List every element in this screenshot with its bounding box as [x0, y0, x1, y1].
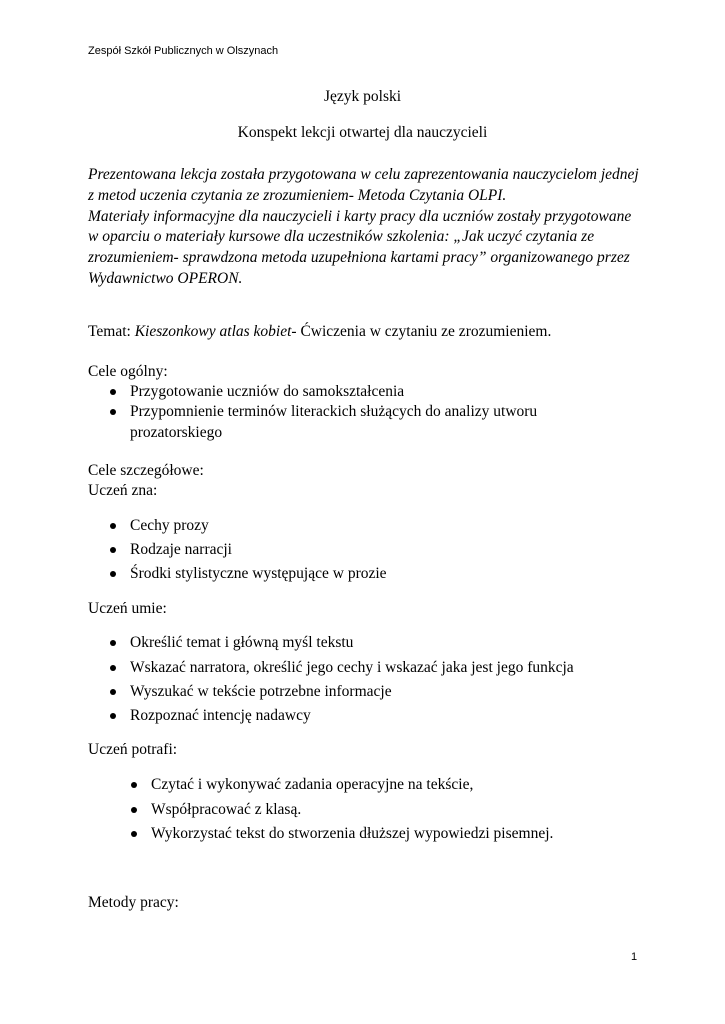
detailed-goals-heading: Cele szczegółowe: — [88, 462, 204, 479]
general-goals-heading: Cele ogólny: — [88, 363, 168, 380]
bullet-icon — [110, 640, 116, 646]
topic-book-title: Kieszonkowy atlas kobiet — [134, 323, 292, 340]
intro-section — [88, 165, 643, 290]
able-heading: Uczeń potrafi: — [88, 741, 178, 758]
bullet-icon — [110, 713, 116, 719]
knows-heading: Uczeń zna: — [88, 482, 158, 499]
bullet-icon — [131, 782, 137, 788]
document-subtitle: Konspekt lekcji otwartej dla nauczycieli — [237, 124, 488, 141]
document-header: Zespół Szkół Publicznych w Olszynach — [88, 45, 279, 57]
bullet-icon — [110, 665, 116, 671]
bullet-icon — [131, 807, 137, 813]
intro-paragraph-2: Materiały informacyjne dla nauczycieli i karty pracy dla uczniów zostały przygotowane w oparciu o materiały kursowe dla uczestników szkolenia: „Jak uczyć czytania ze zrozumieniem- sprawdzona metoda uzupełniona kartami pracy” organizowanego przez Wydawnictwo OPERON. — [88, 207, 632, 287]
topic-label: Temat: — [88, 323, 135, 340]
methods-heading: Metody pracy: — [88, 894, 179, 911]
bullet-icon — [110, 409, 116, 415]
document-title: Język polski — [323, 88, 402, 105]
general-goal-item-continuation: prozatorskiego — [130, 424, 223, 441]
bullet-icon — [110, 689, 116, 695]
can-heading: Uczeń umie: — [88, 600, 167, 617]
bullet-icon — [110, 571, 116, 577]
topic-rest: - Ćwiczenia w czytaniu ze zrozumieniem. — [291, 323, 552, 340]
bullet-icon — [110, 547, 116, 553]
page-number: 1 — [631, 951, 638, 963]
bullet-icon — [131, 831, 137, 837]
bullet-icon — [110, 389, 116, 395]
topic-line — [88, 322, 551, 342]
bullet-icon — [110, 523, 116, 529]
intro-paragraph-1: Prezentowana lekcja została przygotowana w celu zaprezentowania nauczycielom jednej z metod uczenia czytania ze zrozumieniem- Metoda Czytania OLPI. — [88, 166, 639, 204]
